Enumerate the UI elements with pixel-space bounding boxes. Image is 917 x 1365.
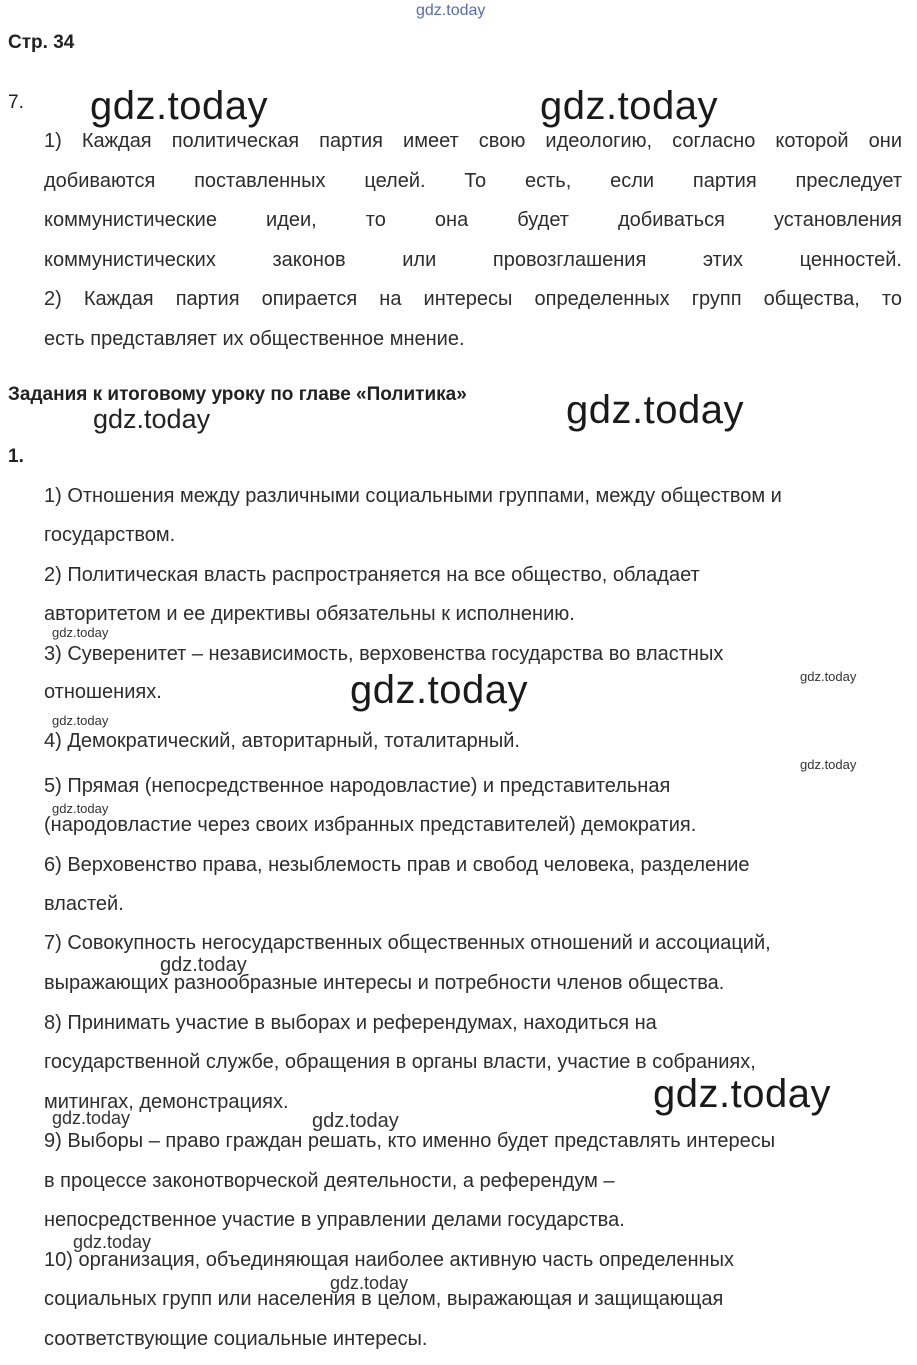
task-1-line: соответствующие социальные интересы. (44, 1328, 428, 1350)
task-7-line: коммунистические идеи, то она будет добиваться установления (44, 209, 902, 231)
watermark: gdz.today (800, 757, 857, 772)
watermark: gdz.today (800, 669, 857, 684)
section-title: Задания к итоговому уроку по главе «Политика» (8, 384, 467, 405)
watermark-top: gdz.today (416, 2, 486, 19)
task-7-line: 2) Каждая партия опирается на интересы определенных групп общества, то (44, 288, 902, 310)
task-1-line: государством. (44, 524, 176, 546)
task-1-line: 5) Прямая (непосредственное народовластие) и представительная (44, 775, 671, 797)
task-1-line: 9) Выборы – право граждан решать, кто именно будет представлять интересы (44, 1130, 776, 1152)
watermark: gdz.today (52, 801, 109, 816)
task-1-line: властей. (44, 893, 124, 915)
task-1-line: авторитетом и ее директивы обязательны к исполнению. (44, 603, 575, 625)
task-7-line: добиваются поставленных целей. То есть, если партия преследует (44, 170, 902, 192)
task-1-line: выражающих разнообразные интересы и потребности членов общества. (44, 972, 725, 994)
watermark: gdz.today (93, 404, 211, 434)
task-1-line: 2) Политическая власть распространяется на все общество, обладает (44, 564, 700, 586)
watermark: gdz.today (330, 1273, 409, 1293)
watermark: gdz.today (73, 1232, 152, 1252)
task-1-number: 1. (8, 446, 24, 467)
watermark: gdz.today (160, 954, 247, 976)
watermark: gdz.today (540, 84, 718, 128)
task-1-line: 6) Верховенство права, незыблемость прав и свобод человека, разделение (44, 854, 750, 876)
watermark: gdz.today (566, 388, 744, 432)
watermark: gdz.today (52, 1108, 131, 1128)
task-1-line: 8) Принимать участие в выборах и референдумах, находиться на (44, 1012, 657, 1034)
watermark: gdz.today (52, 625, 109, 640)
task-1-line: (народовластие через своих избранных представителей) демократия. (44, 814, 697, 836)
task-1-line: митингах, демонстрациях. (44, 1091, 289, 1113)
task-7-line: есть представляет их общественное мнение. (44, 328, 465, 350)
task-1-line: государственной службе, обращения в органы власти, участие в собраниях, (44, 1051, 756, 1073)
watermark: gdz.today (312, 1110, 399, 1132)
task-1-line: 3) Суверенитет – независимость, верховенства государства во властных (44, 643, 724, 665)
task-7-number: 7. (8, 92, 24, 113)
watermark: gdz.today (350, 668, 528, 712)
task-7-line: коммунистических законов или провозглашения этих ценностей. (44, 249, 902, 271)
watermark: gdz.today (52, 713, 109, 728)
watermark: gdz.today (653, 1072, 831, 1116)
page-label: Стр. 34 (8, 32, 75, 53)
task-1-line: в процессе законотворческой деятельности, а референдум – (44, 1170, 615, 1192)
task-7-line: 1) Каждая политическая партия имеет свою идеологию, согласно которой они (44, 130, 902, 152)
task-1-line: отношениях. (44, 681, 162, 703)
task-1-line: непосредственное участие в управлении делами государства. (44, 1209, 625, 1231)
task-1-line: 7) Совокупность негосударственных общественных отношений и ассоциаций, (44, 932, 771, 954)
watermark: gdz.today (90, 84, 268, 128)
task-1-line: 10) организация, объединяющая наиболее активную часть определенных (44, 1249, 734, 1271)
task-1-line: 1) Отношения между различными социальными группами, между обществом и (44, 485, 782, 507)
task-1-line: социальных групп или населения в целом, выражающая и защищающая (44, 1288, 724, 1310)
task-1-line: 4) Демократический, авторитарный, тоталитарный. (44, 730, 520, 752)
